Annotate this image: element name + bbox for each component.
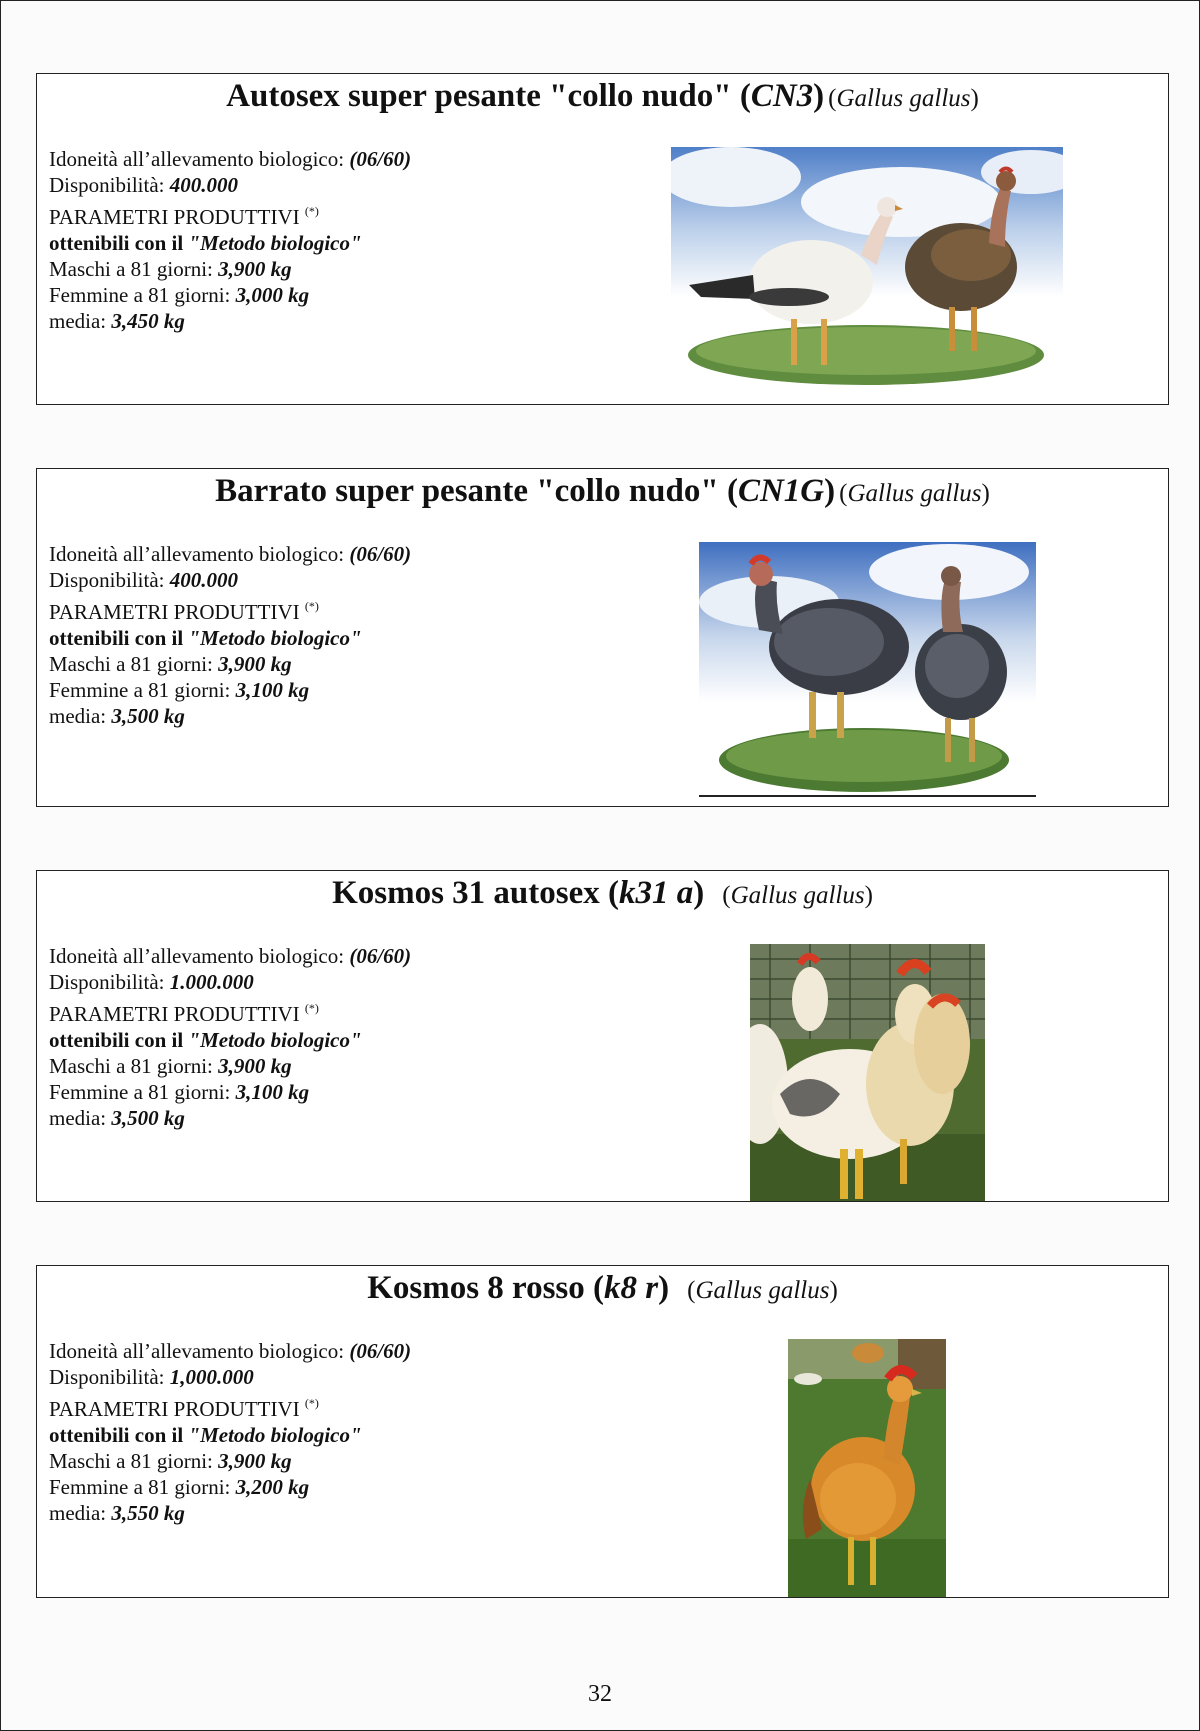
- breed-card-k31a: [36, 870, 1169, 1202]
- breed-name: Barrato super pesante "collo nudo" (: [215, 473, 738, 509]
- params-heading: PARAMETRI PRODUTTIVI (*): [49, 1396, 319, 1421]
- suitability-row: Idoneità all’allevamento biologico: (06/60): [49, 1339, 412, 1363]
- breed-close-paren: ): [693, 875, 705, 911]
- breed-card-k8r: [36, 1265, 1169, 1598]
- females-row: Femmine a 81 giorni: 3,100 kg: [49, 1080, 310, 1104]
- method-row: ottenibili con il "Metodo biologico": [49, 626, 362, 650]
- females-row: Femmine a 81 giorni: 3,200 kg: [49, 1475, 310, 1499]
- breed-title: [37, 875, 1168, 912]
- average-row: media: 3,500 kg: [49, 1106, 185, 1130]
- breed-parameters: [49, 943, 411, 1131]
- average-row: media: 3,500 kg: [49, 704, 185, 728]
- availability-row: Disponibilità: 400.000: [49, 173, 238, 197]
- females-row: Femmine a 81 giorni: 3,100 kg: [49, 678, 310, 702]
- availability-row: Disponibilità: 1,000.000: [49, 1365, 254, 1389]
- breed-parameters: [49, 1338, 411, 1526]
- breed-card-cn1g: [36, 468, 1169, 807]
- params-heading: PARAMETRI PRODUTTIVI (*): [49, 204, 319, 229]
- breed-name: Autosex super pesante "collo nudo" (: [226, 78, 751, 114]
- method-row: ottenibili con il "Metodo biologico": [49, 231, 362, 255]
- suitability-row: Idoneità all’allevamento biologico: (06/60): [49, 944, 412, 968]
- breed-code: CN3: [750, 78, 814, 114]
- breed-title: [37, 78, 1168, 115]
- breed-close-paren: ): [824, 473, 836, 509]
- males-row: Maschi a 81 giorni: 3,900 kg: [49, 1449, 292, 1473]
- species-name: (Gallus gallus): [839, 480, 990, 507]
- average-row: media: 3,550 kg: [49, 1501, 185, 1525]
- params-heading: PARAMETRI PRODUTTIVI (*): [49, 1001, 319, 1026]
- params-heading: PARAMETRI PRODUTTIVI (*): [49, 599, 319, 624]
- breed-photo: [788, 1339, 946, 1597]
- breed-parameters: [49, 146, 411, 334]
- breed-code: k31 a: [618, 875, 694, 911]
- breed-name: Kosmos 31 autosex (: [332, 875, 619, 911]
- breed-card-cn3: [36, 73, 1169, 405]
- species-name: (Gallus gallus): [722, 882, 873, 909]
- breed-code: k8 r: [604, 1270, 659, 1306]
- males-row: Maschi a 81 giorni: 3,900 kg: [49, 652, 292, 676]
- males-row: Maschi a 81 giorni: 3,900 kg: [49, 1054, 292, 1078]
- males-row: Maschi a 81 giorni: 3,900 kg: [49, 257, 292, 281]
- availability-row: Disponibilità: 1.000.000: [49, 970, 254, 994]
- breed-photo: [699, 542, 1036, 797]
- breed-name: Kosmos 8 rosso (: [367, 1270, 605, 1306]
- females-row: Femmine a 81 giorni: 3,000 kg: [49, 283, 310, 307]
- suitability-row: Idoneità all’allevamento biologico: (06/60): [49, 542, 412, 566]
- method-row: ottenibili con il "Metodo biologico": [49, 1028, 362, 1052]
- species-name: (Gallus gallus): [687, 1277, 838, 1304]
- breed-parameters: [49, 541, 411, 729]
- breed-title: [37, 473, 1168, 510]
- page-number: 32: [588, 1681, 612, 1707]
- breed-photo: [671, 147, 1063, 387]
- breed-photo: [750, 944, 985, 1201]
- breed-close-paren: ): [813, 78, 825, 114]
- breed-close-paren: ): [658, 1270, 670, 1306]
- species-name: (Gallus gallus): [828, 85, 979, 112]
- breed-title: [37, 1270, 1168, 1307]
- availability-row: Disponibilità: 400.000: [49, 568, 238, 592]
- breed-code: CN1G: [737, 473, 825, 509]
- average-row: media: 3,450 kg: [49, 309, 185, 333]
- method-row: ottenibili con il "Metodo biologico": [49, 1423, 362, 1447]
- suitability-row: Idoneità all’allevamento biologico: (06/60): [49, 147, 412, 171]
